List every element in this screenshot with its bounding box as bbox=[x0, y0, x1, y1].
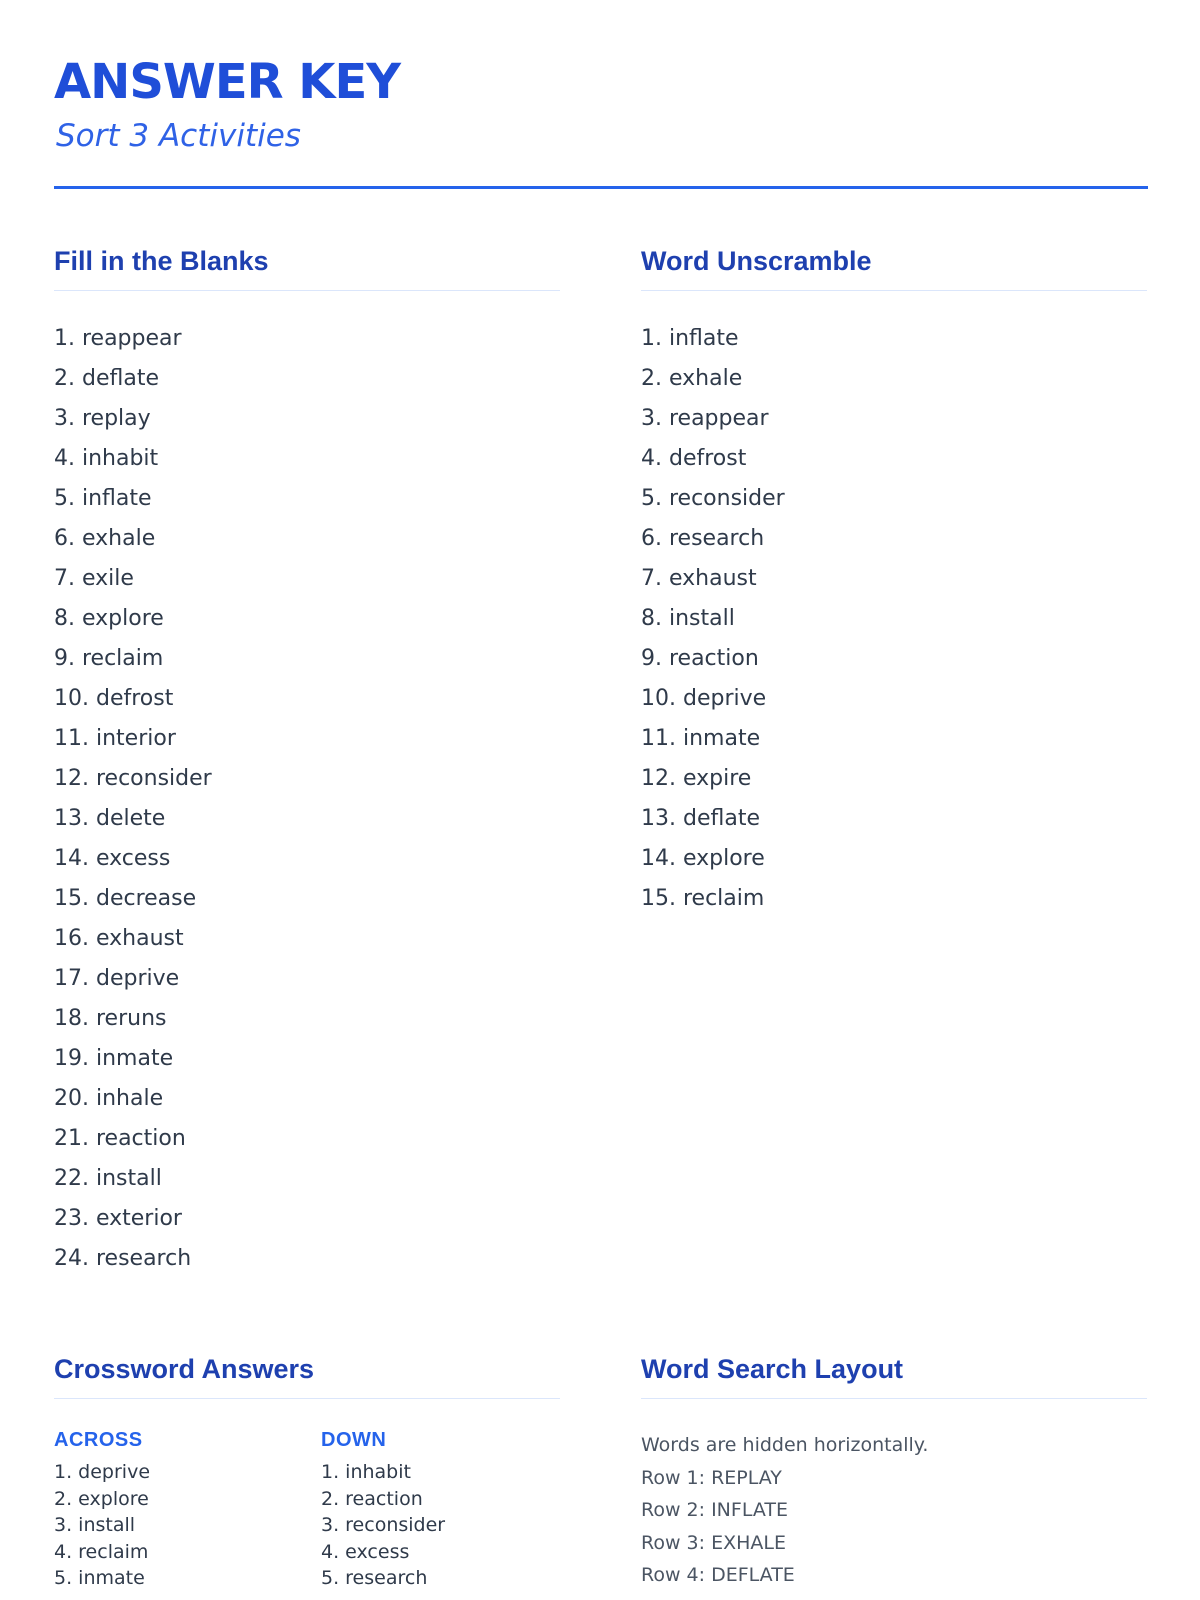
across-item: 4. reclaim bbox=[54, 1540, 149, 1563]
word-unscramble-heading: Word Unscramble bbox=[641, 244, 1147, 291]
word-unscramble-item: 11. inmate bbox=[641, 726, 761, 751]
fill-in-blanks-item: 1. reappear bbox=[54, 326, 182, 351]
fill-in-blanks-item: 22. install bbox=[54, 1166, 162, 1191]
word-unscramble-item: 8. install bbox=[641, 606, 735, 631]
word-search-line: Row 2: INFLATE bbox=[641, 1499, 788, 1521]
word-search-section bbox=[641, 1352, 1147, 1592]
down-heading: DOWN bbox=[321, 1429, 387, 1451]
word-unscramble-item: 5. reconsider bbox=[641, 486, 785, 511]
word-search-line: Row 4: DEFLATE bbox=[641, 1564, 795, 1586]
fill-in-blanks-item: 6. exhale bbox=[54, 526, 156, 551]
fill-in-blanks-item: 4. inhabit bbox=[54, 446, 159, 471]
fill-in-blanks-heading: Fill in the Blanks bbox=[54, 244, 560, 291]
across-list bbox=[54, 1459, 150, 1592]
word-search-line: Row 3: EXHALE bbox=[641, 1531, 786, 1554]
fill-in-blanks-item: 8. explore bbox=[54, 606, 164, 631]
fill-in-blanks-item: 14. excess bbox=[54, 846, 171, 871]
fill-in-blanks-item: 9. reclaim bbox=[54, 646, 164, 671]
fill-in-blanks-item: 11. interior bbox=[54, 726, 176, 751]
across-item: 1. deprive bbox=[54, 1461, 151, 1483]
word-unscramble-item: 4. defrost bbox=[641, 446, 747, 471]
word-unscramble-item: 12. expire bbox=[641, 766, 752, 791]
word-unscramble-item: 9. reaction bbox=[641, 646, 759, 671]
across-item: 5. inmate bbox=[54, 1567, 145, 1589]
fill-in-blanks-item: 7. exile bbox=[54, 566, 134, 591]
fill-in-blanks-section bbox=[54, 244, 560, 1279]
fill-in-blanks-item: 17. deprive bbox=[54, 966, 180, 991]
fill-in-blanks-item: 16. exhaust bbox=[54, 926, 184, 951]
fill-in-blanks-item: 19. inmate bbox=[54, 1046, 174, 1071]
across-heading: ACROSS bbox=[54, 1429, 143, 1451]
page-title: ANSWER KEY bbox=[54, 54, 401, 110]
word-unscramble-item: 6. research bbox=[641, 526, 765, 551]
fill-in-blanks-item: 10. defrost bbox=[54, 686, 174, 711]
across-item: 3. install bbox=[54, 1514, 136, 1536]
crossword-heading: Crossword Answers bbox=[54, 1352, 560, 1399]
fill-in-blanks-item: 18. reruns bbox=[54, 1006, 167, 1031]
fill-in-blanks-item: 3. replay bbox=[54, 406, 151, 431]
word-unscramble-item: 14. explore bbox=[641, 846, 765, 871]
word-unscramble-item: 15. reclaim bbox=[641, 886, 765, 911]
down-list bbox=[321, 1459, 445, 1592]
word-unscramble-item: 10. deprive bbox=[641, 686, 767, 711]
word-unscramble-section bbox=[641, 244, 1147, 919]
down-item: 2. reaction bbox=[321, 1487, 423, 1510]
fill-in-blanks-item: 20. inhale bbox=[54, 1086, 164, 1111]
down-column bbox=[321, 1427, 445, 1592]
across-item: 2. explore bbox=[54, 1487, 149, 1510]
down-item: 1. inhabit bbox=[321, 1461, 411, 1483]
fill-in-blanks-item: 21. reaction bbox=[54, 1126, 186, 1151]
page-subtitle: Sort 3 Activities bbox=[56, 118, 301, 154]
crossword-section bbox=[54, 1352, 560, 1600]
word-unscramble-item: 13. deflate bbox=[641, 806, 760, 831]
fill-in-blanks-item: 13. delete bbox=[54, 806, 166, 831]
word-unscramble-item: 7. exhaust bbox=[641, 566, 757, 591]
fill-in-blanks-item: 12. reconsider bbox=[54, 766, 212, 791]
word-search-lines bbox=[641, 1429, 1147, 1592]
fill-in-blanks-item: 2. deflate bbox=[54, 366, 159, 391]
crossword-columns bbox=[54, 1427, 560, 1600]
down-item: 3. reconsider bbox=[321, 1514, 446, 1536]
across-column bbox=[54, 1427, 150, 1592]
down-item: 5. research bbox=[321, 1567, 428, 1589]
word-unscramble-item: 2. exhale bbox=[641, 366, 743, 391]
word-search-heading: Word Search Layout bbox=[641, 1352, 1147, 1399]
word-search-body bbox=[641, 1429, 1147, 1592]
word-unscramble-list bbox=[641, 319, 1147, 919]
word-unscramble-item: 1. inflate bbox=[641, 326, 739, 351]
fill-in-blanks-item: 23. exterior bbox=[54, 1206, 182, 1231]
word-search-line: Words are hidden horizontally. bbox=[641, 1434, 929, 1456]
header-divider bbox=[54, 186, 1148, 189]
fill-in-blanks-list bbox=[54, 319, 560, 1279]
fill-in-blanks-item: 15. decrease bbox=[54, 886, 197, 911]
down-item: 4. excess bbox=[321, 1540, 410, 1563]
fill-in-blanks-item: 24. research bbox=[54, 1246, 192, 1271]
word-search-line: Row 1: REPLAY bbox=[641, 1466, 782, 1489]
fill-in-blanks-item: 5. inflate bbox=[54, 486, 152, 511]
word-unscramble-item: 3. reappear bbox=[641, 406, 769, 431]
